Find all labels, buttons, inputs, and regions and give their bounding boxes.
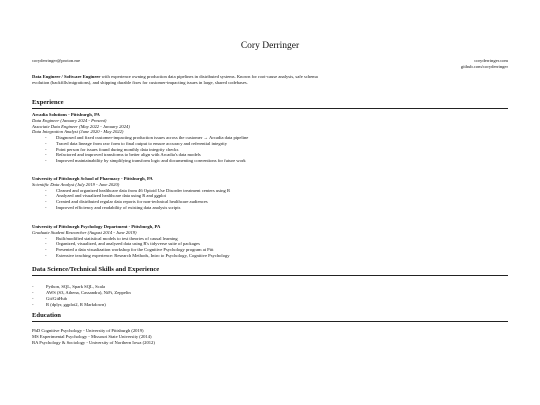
bullet-item: - Cleaned and organized healthcare data from 46 Opioid Use Disorder treatment centers using R — [45, 188, 508, 194]
bullet-item: - Analyzed and visualized healthcare data using R and ggplot — [45, 193, 508, 199]
education-item: MS Experimental Psychology - Missouri State University (2014) — [32, 333, 152, 339]
skill-item: - Python, SQL, Spark SQL, Scala — [32, 284, 131, 290]
experience-entry-psychology — [32, 224, 508, 259]
experience-bullets — [32, 188, 508, 211]
section-divider — [32, 108, 508, 109]
contact-left — [32, 58, 80, 64]
skills-list — [32, 284, 131, 308]
email-link[interactable]: coryderringer@proton.me — [32, 58, 80, 63]
experience-role: Data Integration Analyst (June 2020 - May 2022) — [32, 129, 124, 135]
experience-bullets — [32, 135, 508, 164]
skill-item: - AWS (S3, Athena, Cassandra), NiFi, Zeppelin — [32, 290, 131, 296]
experience-org: Arcadia Solutions - Pittsburgh, PA — [32, 112, 100, 117]
skill-item: - R (dplyr, ggplot2, R Markdown) — [32, 302, 131, 308]
candidate-name: Cory Derringer — [240, 41, 300, 51]
skill-item: - Git/GitHub — [32, 296, 131, 302]
bullet-item: - Improved maintainability by simplifying transform logic and documenting conventions for future work — [45, 158, 508, 164]
experience-role: Graduate Student Researcher (August 2014 - June 2019) — [32, 229, 137, 235]
section-title-experience: Experience — [32, 99, 64, 106]
bullet-item: - Created and distributed regular data reports for non-technical healthcare audiences — [45, 199, 508, 205]
bullet-item: - Improved efficiency and readability of existing data analysis scripts — [45, 205, 508, 211]
education-item: PhD Cognitive Psychology - University of Pittsburgh (2019) — [32, 328, 144, 333]
experience-org: University of Pittsburgh Psychology Department - Pittsburgh, PA — [32, 224, 161, 229]
bullet-item: - Built/modified statistical models to test theories of causal learning — [45, 236, 508, 242]
experience-role: Scientific Data Analyst (July 2019 - June 2020) — [32, 181, 120, 187]
experience-org: University of Pittsburgh School of Pharmacy - Pittsburgh, PA — [32, 176, 153, 181]
experience-entry-arcadia — [32, 112, 508, 164]
section-divider — [32, 321, 508, 322]
bullet-item: - Traced data lineage from raw form to final output to ensure accuracy and referential integrity — [45, 141, 508, 147]
summary-paragraph — [32, 74, 322, 85]
bullet-item: - Presented a data visualization workshop for the Cognitive Psychology program at Pitt — [45, 247, 508, 253]
section-title-education: Education — [32, 312, 61, 319]
education-item: BA Psychology & Sociology - University of Northern Iowa (2012) — [32, 339, 155, 345]
bullet-item: - Diagnosed and fixed customer-impacting production issues across the customer → Arcadia data pipeline — [45, 135, 508, 141]
website-link[interactable]: coryderringer.com — [474, 58, 508, 63]
bullet-item: - Extensive teaching experience: Research Methods, Intro to Psychology, Cognitive Psychology — [45, 253, 508, 259]
bullet-item: - Organized, visualized, and analyzed data using R's tidyverse suite of packages — [45, 241, 508, 247]
section-divider — [32, 275, 508, 276]
experience-role: Data Engineer (January 2024 - Present) — [32, 117, 107, 123]
education-list — [32, 328, 155, 346]
experience-entry-pharmacy — [32, 176, 508, 211]
bullet-item: - Point person for issues found during monthly data integrity checks — [45, 147, 508, 153]
summary-headline: Data Engineer / Software Engineer — [32, 74, 101, 79]
experience-bullets — [32, 236, 508, 259]
contact-right — [461, 58, 508, 70]
summary-text: with experience owning production data pipelines in distributed systems. Known for root-cause analysis, safe schema evolution (backfills/migrations), and shipping durable fixes for customer-impacting issues in large, shared codebases. — [32, 74, 318, 85]
section-title-skills: Data Science/Technical Skills and Experience — [32, 266, 160, 273]
experience-role: Associate Data Engineer (May 2022 - January 2024) — [32, 123, 130, 129]
github-link[interactable]: github.com/coryderringer — [460, 64, 508, 69]
bullet-item: - Refactored and improved transforms to better align with Arcadia's data models — [45, 152, 508, 158]
